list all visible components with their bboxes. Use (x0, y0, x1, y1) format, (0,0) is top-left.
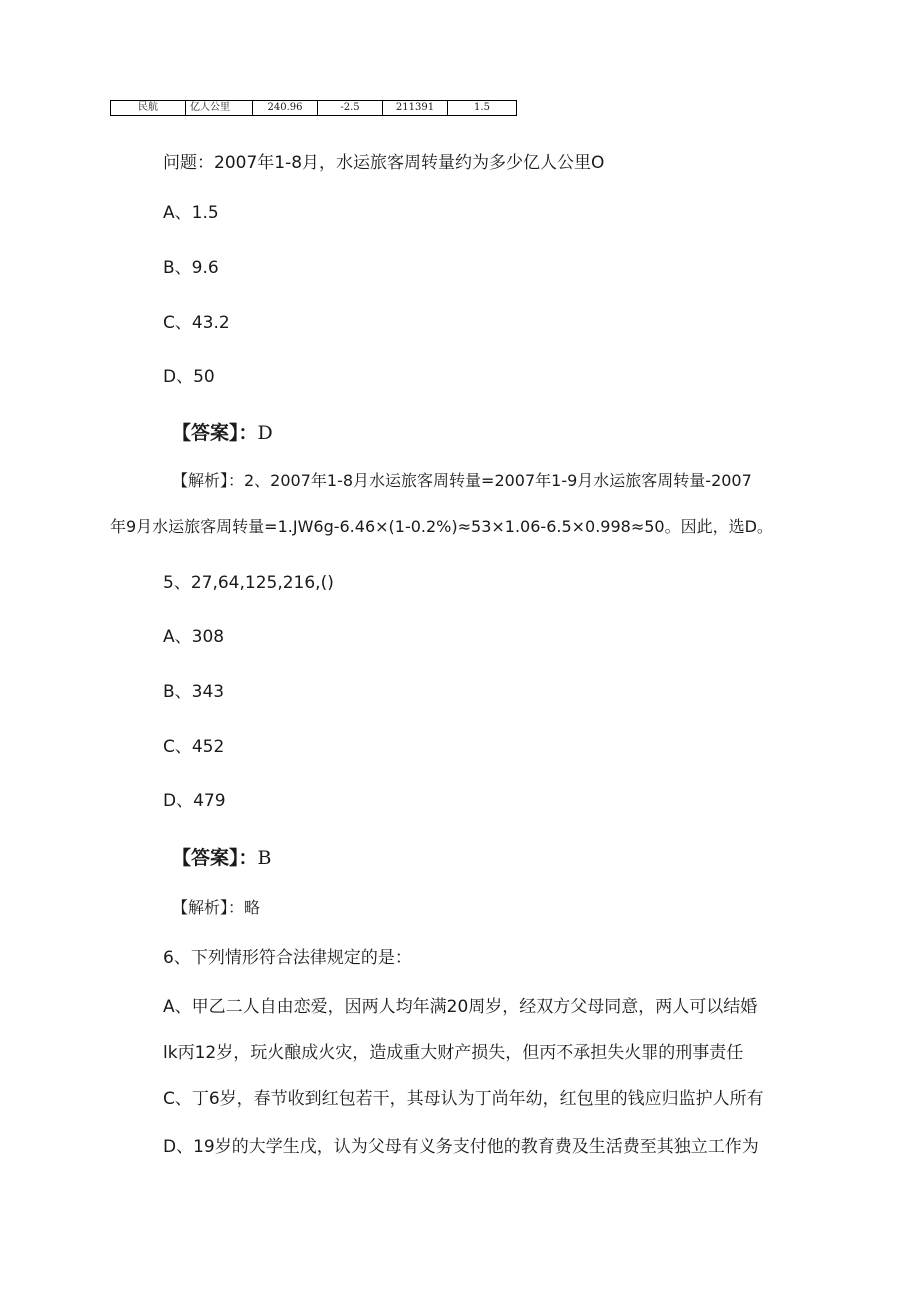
table-row (111, 101, 517, 116)
q5-option-c: C、452 (163, 737, 225, 757)
statistics-table (110, 100, 517, 116)
answer-letter: B (257, 847, 272, 869)
q4-option-d: D、50 (163, 367, 215, 387)
q6-option-b: lk丙12岁，玩火酿成火灾，造成重大财产损失，但丙不承担失火罪的刑事责任 (163, 1043, 744, 1063)
q6-option-c: C、丁6岁，春节收到红包若干，其母认为丁尚年幼，红包里的钱应归监护人所有 (163, 1089, 764, 1109)
answer-label: 【答案】： (172, 422, 258, 444)
question-6-text: 6、下列情形符合法律规定的是： (163, 948, 412, 968)
table-cell: -2.5 (318, 101, 383, 116)
table-cell: 亿人公里 (186, 101, 253, 116)
q5-option-b: B、343 (163, 682, 225, 702)
table-cell: 211391 (383, 101, 448, 116)
q5-option-d: D、479 (163, 791, 226, 811)
q6-option-a: A、甲乙二人自由恋爱，因两人均年满20周岁，经双方父母同意，两人可以结婚 (163, 997, 758, 1017)
question-5-text: 5、27,64,125,216,() (163, 573, 334, 593)
q4-explanation-line-2: 年9月水运旅客周转量=1.JW6g-6.46×(1-0.2%)≈53×1.06-6.5×0.998≈50。因此，选D。 (110, 517, 773, 536)
answer-label: 【答案】： (172, 847, 258, 869)
table-cell: 240.96 (253, 101, 318, 116)
q6-option-d: D、19岁的大学生戊，认为父母有义务支付他的教育费及生活费至其独立工作为 (163, 1137, 759, 1157)
q4-explanation-line-1: 【解析】：2、2007年1-8月水运旅客周转量=2007年1-9月水运旅客周转量-2007 (172, 471, 752, 490)
table-cell: 1.5 (448, 101, 517, 116)
answer-letter: D (257, 422, 273, 444)
q5-option-a: A、308 (163, 627, 225, 647)
q5-explanation: 【解析】：略 (172, 898, 261, 917)
q4-option-c: C、43.2 (163, 313, 230, 333)
q4-answer (172, 418, 273, 445)
q5-answer (172, 843, 271, 870)
q4-option-a: A、1.5 (163, 203, 219, 223)
question-4-text: 问题：2007年1-8月，水运旅客周转量约为多少亿人公里O (163, 153, 605, 173)
table-cell: 民航 (111, 101, 186, 116)
q4-option-b: B、9.6 (163, 258, 219, 278)
